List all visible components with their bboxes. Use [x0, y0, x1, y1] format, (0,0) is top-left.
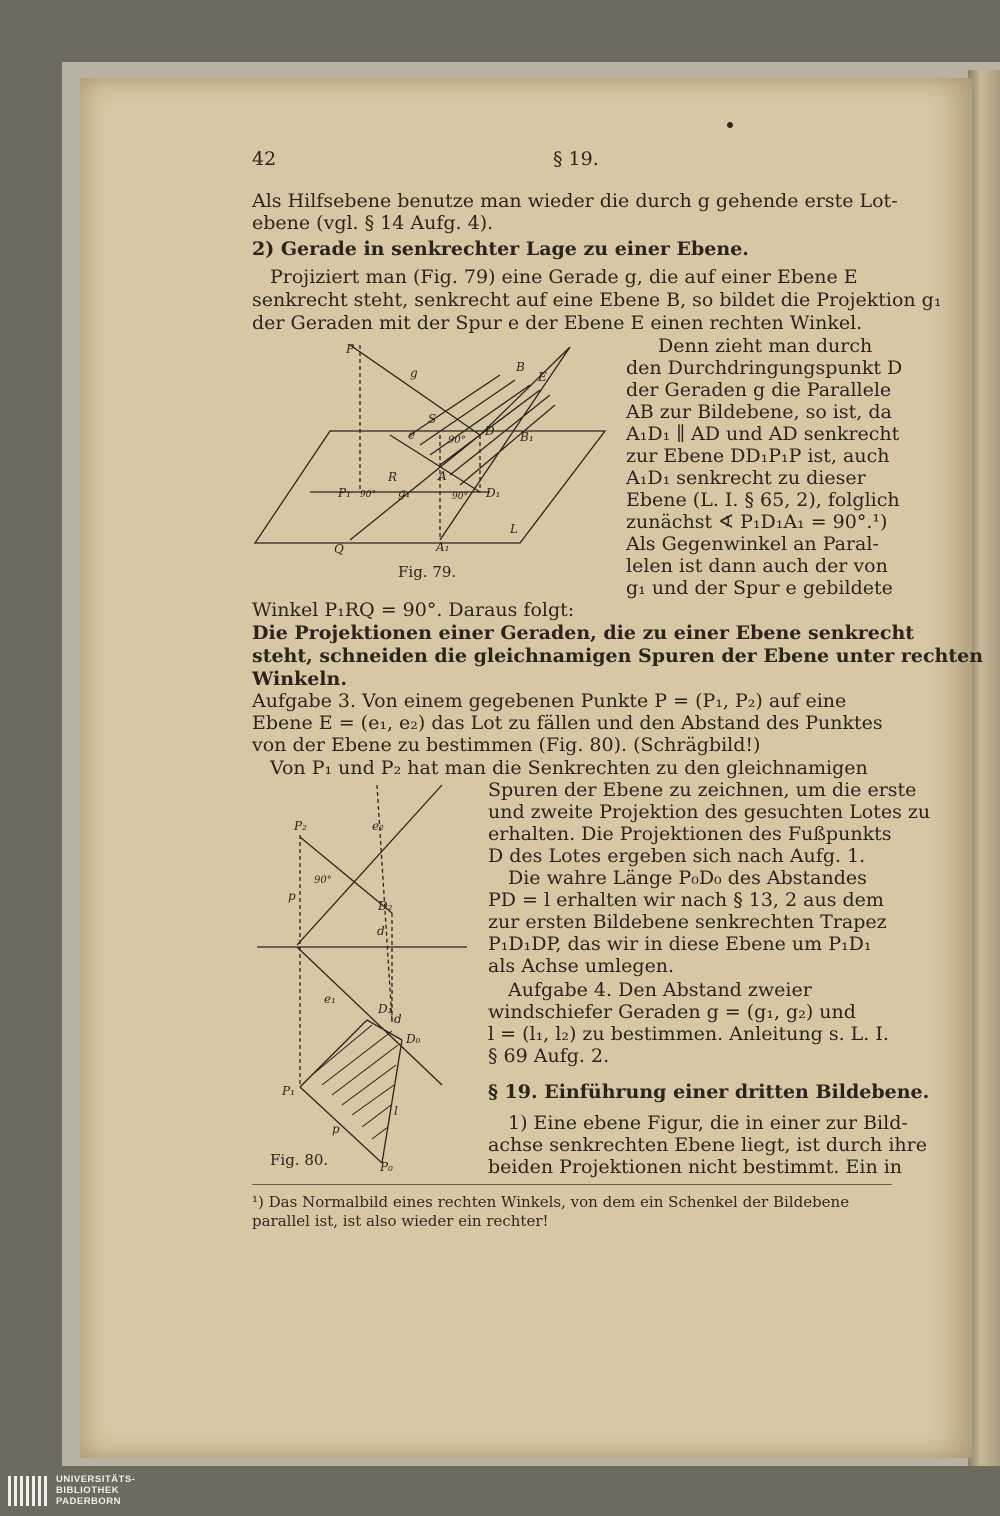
fig79-label: S: [428, 412, 437, 426]
figure-80-caption: Fig. 80.: [270, 1151, 329, 1169]
fig79-label: A₁: [436, 540, 450, 554]
figure-79: [250, 335, 620, 590]
exercise-line: Aufgabe 4. Den Abstand zweier: [508, 979, 812, 1001]
text-line: § 69 Aufg. 2.: [488, 1045, 610, 1067]
text-line: Von P₁ und P₂ hat man die Senkrechten zu den gleichnamigen: [270, 757, 868, 779]
fig80-label: D₂: [378, 899, 393, 913]
logo-line: PADERBORN: [56, 1496, 122, 1507]
library-logo-text: [56, 1474, 135, 1507]
text-line: Denn zieht man durch: [658, 335, 873, 357]
text-line: und zweite Projektion des gesuchten Lotes zu: [488, 801, 931, 823]
footer-bar: [0, 1466, 1000, 1516]
fig79-label: E: [538, 370, 547, 384]
text-line: Als Gegenwinkel an Paral-: [626, 533, 879, 555]
exercise-line: Aufgabe 3. Von einem gegebenen Punkte P = (P₁, P₂) auf eine: [252, 690, 847, 712]
fig79-label: A: [438, 469, 447, 483]
theorem-line: Winkeln.: [252, 668, 347, 690]
text-line: den Durchdringungspunkt D: [626, 357, 903, 379]
text-line: ebene (vgl. § 14 Aufg. 4).: [252, 212, 494, 234]
fig80-label: l: [394, 1104, 398, 1118]
text-line: windschiefer Geraden g = (g₁, g₂) und: [488, 1001, 856, 1023]
fig79-label: Q: [334, 542, 344, 556]
fig79-label: B₁: [520, 430, 534, 444]
fig80-label: D₁: [378, 1002, 393, 1016]
figure-79-drawing: [250, 335, 620, 590]
fig79-label: P: [346, 342, 355, 356]
page-number: 42: [252, 148, 277, 170]
fig79-label: 90°: [360, 490, 376, 500]
fig80-label: e₁: [324, 992, 336, 1006]
text-line: der Geraden mit der Spur e der Ebene E einen rechten Winkel.: [252, 312, 863, 334]
fig80-label: D₀: [406, 1032, 421, 1046]
text-line: zur Ebene DD₁P₁P ist, auch: [626, 445, 890, 467]
fig80-label: p: [288, 889, 296, 903]
fig79-label: g: [410, 366, 418, 380]
text-line: l = (l₁, l₂) zu bestimmen. Anleitung s. L. I.: [488, 1023, 889, 1045]
text-line: erhalten. Die Projektionen des Fußpunkts: [488, 823, 892, 845]
text-line: Projiziert man (Fig. 79) eine Gerade g, die auf einer Ebene E: [270, 266, 858, 288]
fig79-label: e: [408, 428, 416, 442]
section-heading: § 19. Einführung einer dritten Bildebene.: [488, 1081, 930, 1103]
text-line: Die wahre Länge P₀D₀ des Abstandes: [508, 867, 867, 889]
text-line: A₁D₁ ∥ AD und AD senkrecht: [626, 423, 900, 445]
logo-line: BIBLIOTHEK: [56, 1485, 120, 1496]
subheading: 2) Gerade in senkrechter Lage zu einer Ebene.: [252, 238, 749, 260]
text-line: lelen ist dann auch der von: [626, 555, 888, 577]
section-header: § 19.: [553, 148, 599, 170]
logo-line: UNIVERSITÄTS-: [56, 1474, 136, 1485]
text-line: Winkel P₁RQ = 90°. Daraus folgt:: [252, 599, 575, 621]
fig79-label: B: [516, 360, 525, 374]
text-line: zur ersten Bildebene senkrechten Trapez: [488, 911, 887, 933]
theorem-line: steht, schneiden die gleichnamigen Spuren der Ebene unter rechten: [252, 645, 984, 667]
fig80-label: p: [332, 1122, 340, 1136]
text-line: achse senkrechten Ebene liegt, ist durch ihre: [488, 1134, 927, 1156]
figure-80-labels: [281, 819, 421, 1174]
ink-spot: [727, 122, 733, 128]
fig80-label: d: [394, 1012, 402, 1026]
theorem-line: Die Projektionen einer Geraden, die zu einer Ebene senkrecht: [252, 622, 915, 644]
text-line: Spuren der Ebene zu zeichnen, um die erste: [488, 779, 917, 801]
footnote-rule: [252, 1184, 892, 1185]
fig79-label: P₁: [338, 486, 351, 500]
text-line: 1) Eine ebene Figur, die in einer zur Bild-: [508, 1112, 908, 1134]
figure-79-caption: Fig. 79.: [398, 563, 457, 581]
fig80-label: P₀: [380, 1160, 393, 1174]
fig80-label: P₁: [282, 1084, 295, 1098]
text-line: AB zur Bildebene, so ist, da: [626, 401, 892, 423]
figure-80: [252, 775, 482, 1175]
book-spine: [968, 70, 1000, 1466]
fig79-label: D₁: [486, 486, 501, 500]
text-line: A₁D₁ senkrecht zu dieser: [626, 467, 866, 489]
text-line: PD = l erhalten wir nach § 13, 2 aus dem: [488, 889, 884, 911]
text-line: g₁ und der Spur e gebildete: [626, 577, 893, 599]
fig79-label: 90°: [452, 492, 468, 502]
text-line: Ebene E = (e₁, e₂) das Lot zu fällen und den Abstand des Punktes: [252, 712, 883, 734]
fig79-label: D: [485, 424, 495, 438]
text-line: als Achse umlegen.: [488, 955, 675, 977]
text-line: zunächst ∢ P₁D₁A₁ = 90°.¹): [626, 511, 888, 533]
footnote-line: parallel ist, ist also wieder ein rechter!: [252, 1212, 549, 1230]
text-line: Als Hilfsebene benutze man wieder die durch g gehende erste Lot-: [252, 190, 898, 212]
text-line: von der Ebene zu bestimmen (Fig. 80). (Schrägbild!): [252, 734, 761, 756]
text-line: D des Lotes ergeben sich nach Aufg. 1.: [488, 845, 866, 867]
fig79-label: 90°: [448, 435, 466, 446]
text-line: senkrecht steht, senkrecht auf eine Ebene B, so bildet die Projektion g₁: [252, 289, 942, 311]
footnote-line: ¹) Das Normalbild eines rechten Winkels, von dem ein Schenkel der Bildebene: [252, 1193, 850, 1211]
text-line: Ebene (L. I. § 65, 2), folglich: [626, 489, 900, 511]
text-line: P₁D₁DP, das wir in diese Ebene um P₁D₁: [488, 933, 872, 955]
fig80-label: 90°: [314, 875, 332, 886]
text-line: der Geraden g die Parallele: [626, 379, 892, 401]
fig80-label: e₂: [372, 819, 384, 833]
fig80-label: d: [377, 924, 385, 938]
library-logo-icon: [8, 1476, 52, 1506]
text-line: beiden Projektionen nicht bestimmt. Ein in: [488, 1156, 903, 1178]
fig79-label: g₁: [398, 486, 411, 500]
figure-80-drawing: [252, 775, 482, 1175]
fig79-label: L: [510, 522, 518, 536]
fig80-label: P₂: [294, 819, 307, 833]
fig79-label: R: [388, 470, 398, 484]
